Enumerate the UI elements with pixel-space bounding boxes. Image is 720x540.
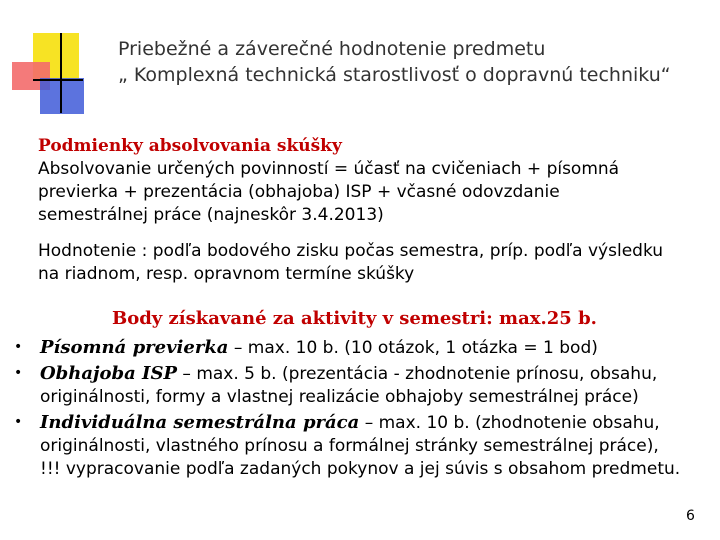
conditions-section (38, 135, 678, 227)
points-list (14, 336, 714, 483)
title-line-2: „ Komplexná technická starostlivosť o dopravnú techniku“ (118, 64, 671, 86)
bullet-icon: • (14, 365, 23, 381)
bullet-icon: • (14, 339, 23, 355)
conditions-line: Absolvovanie určených povinností = účasť na cvičeniach + písomná (38, 159, 620, 179)
decor-horizontal-line (33, 79, 83, 81)
bullet-text: !!! vypracovanie podľa zadaných pokynov a jej súvis s obsahom predmetu. (40, 459, 681, 479)
evaluation-section (38, 240, 678, 286)
slide-title (118, 36, 708, 88)
bullet-text: – max. 10 b. (zhodnotenie obsahu, (364, 413, 660, 433)
evaluation-line: na riadnom, resp. opravnom termíne skúšky (38, 264, 415, 284)
bullet-term: Individuálna semestrálna práca (40, 412, 360, 433)
page-number: 6 (686, 508, 695, 524)
evaluation-line: Hodnotenie : podľa bodového zisku počas semestra, príp. podľa výsledku (38, 241, 664, 261)
list-item (14, 362, 714, 409)
bullet-term: Písomná previerka (40, 337, 229, 358)
list-item (14, 336, 714, 360)
bullet-text: – max. 5 b. (prezentácia - zhodnotenie prínosu, obsahu, (182, 364, 658, 384)
conditions-line: semestrálnej práce (najneskôr 3.4.2013) (38, 205, 384, 225)
bullet-icon: • (14, 414, 23, 430)
bullet-text: – max. 10 b. (10 otázok, 1 otázka = 1 bod) (233, 338, 598, 358)
conditions-heading: Podmienky absolvovania skúšky (38, 136, 342, 156)
conditions-line: previerka + prezentácia (obhajoba) ISP + včasné odovzdanie (38, 182, 560, 202)
bullet-term: Obhajoba ISP (40, 363, 178, 384)
decor-blue-square (40, 78, 84, 114)
bullet-text: originálnosti, formy a vlastnej realizácie obhajoby semestrálnej práce) (40, 387, 639, 407)
list-item (14, 411, 714, 481)
decor-vertical-line (60, 33, 62, 113)
points-heading: Body získavané za aktivity v semestri: max.25 b. (112, 308, 597, 329)
bullet-text: originálnosti, vlastného prínosu a formálnej stránky semestrálnej práce), (40, 436, 659, 456)
title-line-1: Priebežné a záverečné hodnotenie predmetu (118, 38, 546, 60)
